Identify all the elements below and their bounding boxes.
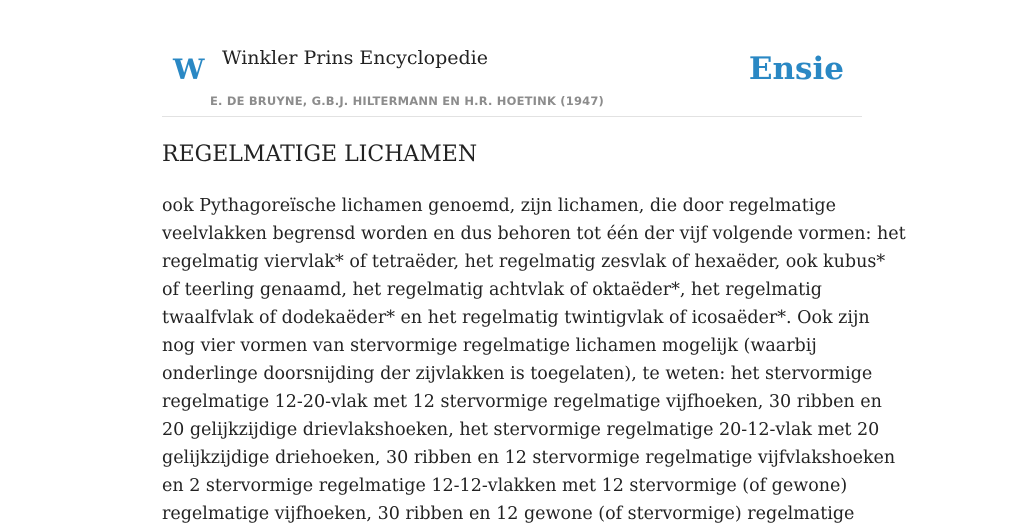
- site-header: [162, 0, 862, 117]
- article-line: en 2 stervormige regelmatige 12-12-vlakken met 12 stervormige (of gewone): [162, 476, 848, 496]
- article-line: regelmatige 12-20-vlak met 12 stervormige regelmatige vijfhoeken, 30 ribben en: [162, 392, 882, 412]
- article-line: nog vier vormen van stervormige regelmatige lichamen mogelijk (waarbij: [162, 336, 817, 356]
- winkler-prins-logo-icon[interactable]: W: [173, 53, 205, 86]
- article-line: of teerling genaamd, het regelmatig achtvlak of oktaëder*, het regelmatig: [162, 280, 822, 300]
- article-line: veelvlakken begrensd worden en dus behoren tot één der vijf volgende vormen: het: [162, 224, 906, 244]
- article-title: REGELMATIGE LICHAMEN: [162, 142, 478, 167]
- article-line: 20 gelijkzijdige drievlakshoeken, het stervormige regelmatige 20-12-vlak met 20: [162, 420, 880, 440]
- article-line: regelmatige vijfhoeken, 30 ribben en 12 gewone (of stervormige) regelmatige: [162, 504, 855, 524]
- article-line: onderlinge doorsnijding der zijvlakken is toegelaten), te weten: het stervormige: [162, 364, 873, 384]
- encyclopedia-title-link[interactable]: Winkler Prins Encyclopedie: [222, 47, 488, 69]
- article-line: ook Pythagoreïsche lichamen genoemd, zijn lichamen, die door regelmatige: [162, 196, 836, 216]
- article-line: regelmatig viervlak* of tetraëder, het regelmatig zesvlak of hexaëder, ook kubus*: [162, 252, 886, 272]
- article-line: twaalfvlak of dodekaëder* en het regelmatig twintigvlak of icosaëder*. Ook zijn: [162, 308, 870, 328]
- article-body: [162, 192, 906, 528]
- authors-line: E. DE BRUYNE, G.B.J. HILTERMANN EN H.R. HOETINK (1947): [210, 94, 605, 108]
- article-line: gelijkzijdige driehoeken, 30 ribben en 12 stervormige regelmatige vijfvlakshoeken: [162, 448, 896, 468]
- ensie-brand-logo[interactable]: Ensie: [748, 51, 844, 87]
